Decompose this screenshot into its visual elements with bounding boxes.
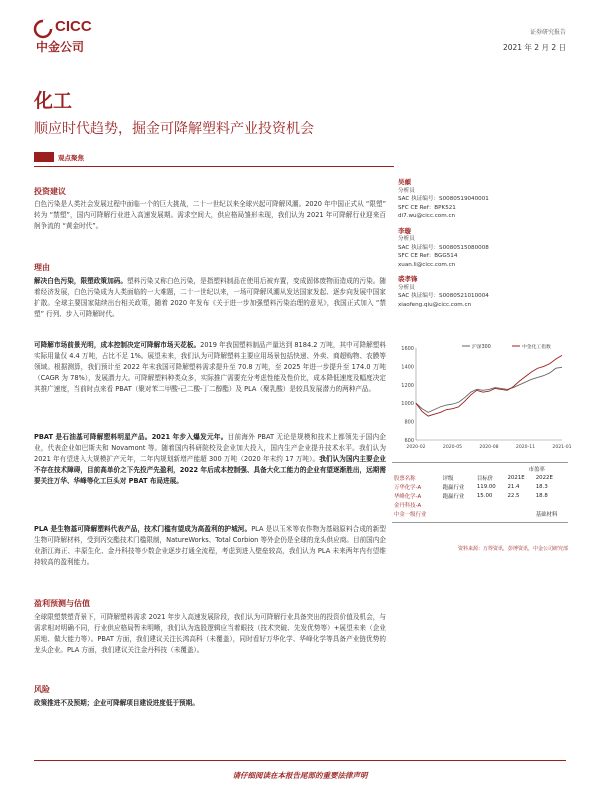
stock-pe-2021: 22.5 [507,492,520,499]
invest-title: 投资建议 [34,187,66,196]
series-line-chem-index [416,355,562,416]
col-header: 股票名称 [394,475,416,482]
reason-p1-text: 塑料污染又称白色污染，是指塑料制品在使用后被弃置，变成固体废物而造成的污染。随着经济发展，白色污染成为人类面临的一大难题，二十一世纪以来，一场可降解风潮从发达国家发起、逐步向发展中国家扩散。全球主要国家陆续出台相关政策，随着 2020 年发布《关于进一步加强塑料污染治理的意见》，我国正式加入 “禁塑” 行列、步入可降解时代。 [34,277,387,318]
stocks-table [392,464,568,518]
analyst-email: di7.wu@cicc.com.cn [398,213,456,219]
analyst-1 [398,178,568,221]
series-line-hs300 [416,367,562,412]
invest-text: 白色污染是人类社会发展过程中面临一个的巨大挑战，二十一世纪以来全球兴起可降解风潮。2020 年中国正式从 “限塑” 转为 “禁塑”，国内可降解行业进入高速发展期。需求空间大，供应格局雏形未现，我们认为 2021 年可降解行业迎来百舸争流的 “黄金时代”。 [34,200,386,230]
reason-p1 [34,276,386,320]
analyst-2 [398,227,568,270]
reason-p3-bold: PBAT 是石油基可降解塑料明星产品。2021 年步入爆发元年。 [34,433,228,441]
reason-p3-bold2: 我们认为国内主要企业不存在技术障碍，目前高单价之下先投产先盈利，2022 年后成本控制强、具备大化工能力的企业有望逐渐胜出，远期需要关注万华、华峰等化工巨头对 PBAT 布局进展。 [34,455,387,485]
pe-header: 市盈率 [528,466,545,473]
title-divider [34,166,394,167]
analyst-name: 李璇 [398,226,411,235]
stock-target: 15.00 [476,492,493,499]
chart-lines [416,355,562,416]
y-tick-label: 600 [404,438,414,444]
stock-pe-2022: 18.8 [535,492,548,499]
table-header-row [392,473,568,482]
x-tick-label: 2020-08 [479,445,499,450]
reason-p2-bold: 可降解市场前景光明，成本控制决定可降解市场天花板。 [34,341,201,349]
analyst-email: xuan.li@cicc.com.cn [398,261,456,268]
reason-p2 [34,340,386,395]
y-tick-label: 800 [404,419,414,426]
reason-p3 [34,432,386,487]
y-tick-label: 1400 [401,364,414,371]
analyst-email: xiaofeng.qiu@cicc.com.cn [398,301,472,308]
analyst-role: 分析员 [398,236,415,242]
cicc-logo-icon [34,20,52,38]
stock-name: 万华化学-A [394,484,422,491]
analyst-sfc: SFC CE Ref：BGG514 [398,253,458,259]
reason-p3-text: 目前海外 PBAT 无论是规模和技术上都领先于国内企业，代表企业如巴斯夫和 Novamont 等。随着国内科研院校及企业加大投入，国内生产企业提升技术水平。我们认为 2021 年有望进入大规模扩产元年，二年内规划新增产能超 300 万吨（2020 年末约 17 万吨）。 [34,433,386,463]
col-header: 目标价 [476,475,494,482]
table-row [392,509,568,518]
stock-name: 金丹科技-A [394,502,422,509]
legal-notice: 请仔细阅读在本报告尾部的重要法律声明 [232,771,368,780]
footer-rule [34,760,566,761]
stock-rating: 跑赢行业 [442,493,465,500]
analyst-sfc: SFC CE Ref：BPK521 [398,204,456,211]
table-bottom-rule [392,522,568,523]
reason-p4 [34,524,386,568]
y-tick-label: 1000 [401,401,414,408]
stock-pe-2022: 18.3 [535,483,548,490]
x-tick-label: 2020-02 [406,445,426,450]
report-type: 证券研究报告 [529,29,566,36]
chart-axes [401,346,571,450]
stock-rating: 跑赢行业 [442,484,465,491]
analyst-3 [398,275,568,309]
reason-p4-text: PLA 是以玉米等农作物为基础原料合成的新型生物可降解材料，受到丙交酯技术门槛限制，NatureWorks、Total Corbion 等外企仍是全球的龙头供应商。目前国内企业浙江海正、丰原生化、金丹科技等少数企业逐步打通全流程，考虑到进入壁垒较高，我们认为 PLA 未来两年内有望维持较高的盈利能力。 [34,525,386,566]
x-tick-label: 2020-05 [442,445,463,450]
source-note: 资料来源：万得资讯，彭博资讯，中金公司研究部 [457,546,568,552]
analyst-sac: SAC 执证编号：S0080521010004 [398,293,489,299]
x-tick-label: 2020-11 [515,445,536,450]
analyst-sac: SAC 执证编号：S0080515080008 [398,244,489,251]
col-header: 2021E [507,474,525,481]
table-sub-header-row [392,464,568,473]
table-top-rule [392,462,568,463]
legend-label: 中金化工指数 [522,345,551,350]
tag-label: 观点聚焦 [58,154,84,162]
reason-title: 理由 [34,263,50,272]
y-tick-label: 1600 [401,346,414,352]
stock-pe-2021: 21.4 [507,483,520,490]
table-row [392,500,568,509]
analyst-list [398,178,568,309]
reason-p1-bold: 解决白色污染，限塑政策加码。 [34,277,127,285]
analyst-name: 裘孝锋 [398,275,418,283]
earnings-text: 全球限塑禁塑背景下，可降解塑料需求 2021 年步入高速发展阶段，我们认为可降解行业具备突出的投资价值及机会，与需求相对明确不同，行业供应格局暂未明晰，我们认为选股逻辑应当着眼技（技术突破、先发优势等）+展望未来（企业质地、做大能力等）。PBAT 方面，我们建议关注长鸿高科（未覆盖），同时看好万华化学、华峰化学等具备产业链优势的龙头企业。PLA 方面，我们建议关注金丹科技（未覆盖）。 [34,613,386,654]
reason-p4-bold: PLA 是生物基可降解塑料代表产品，技术门槛有望成为高盈利的护城河。 [34,525,252,533]
col-header: 2022E [535,474,553,481]
col-header: 评级 [442,475,454,482]
analyst-sac: SAC 执证编号：S0080519040001 [398,196,489,202]
analyst-role: 分析员 [398,284,415,291]
risk-text: 政策推进不及预期；企业可降解项目建设进度低于预期。 [34,699,199,707]
industry-title: 化工 [34,90,73,112]
analyst-role: 分析员 [398,187,415,194]
risk-title: 风险 [34,685,50,694]
stock-name: 华峰化学-A [394,493,422,500]
reason-p2-text: 2019 年我国塑料制品产量达到 8184.2 万吨，其中可降解塑料实际用量仅 4.4 万吨，占比不足 1%。展望未来，我们认为可降解塑料主要应用场景包括快递、外卖、商超购物、农膜等领域。根据测算，我们预计至 2022 年末我国可降解塑料需求提升至 70.8 万吨，至 2025 年进一步提升至 174.0 万吨（CAGR 为 78%），发展潜力大。可降解塑料种类众多，实际推广需要充分考虑性能及性价比，成本降低速度及幅度决定其推广速度，当前时点来看 PBAT（聚对苯二甲酸-己二酸-丁二醇酯）及 PLA（聚乳酸）是较具发展潜力的两种产品。 [34,341,387,393]
report-date: 2021 年 2 月 2 日 [502,43,566,52]
table-row [392,482,568,491]
x-tick-label: 2021-01 [552,445,572,450]
chart-legend [462,343,551,350]
stock-target: 119.00 [476,483,496,490]
tag-marker [34,152,54,162]
industry-value: 基础材料 [535,511,558,518]
y-tick-label: 1200 [401,382,414,389]
logo-en: CICC [55,18,92,35]
industry-label: 中金一级行业 [394,511,427,518]
table-row [392,491,568,500]
report-headline: 顺应时代趋势，掘金可降解塑料产业投资机会 [34,121,314,137]
earnings-title: 盈利预测与估值 [34,599,90,608]
analyst-name: 吴頔 [398,178,411,186]
logo-cn: 中金公司 [36,40,85,54]
legend-label: 沪深300 [472,345,491,350]
index-chart [392,340,572,458]
